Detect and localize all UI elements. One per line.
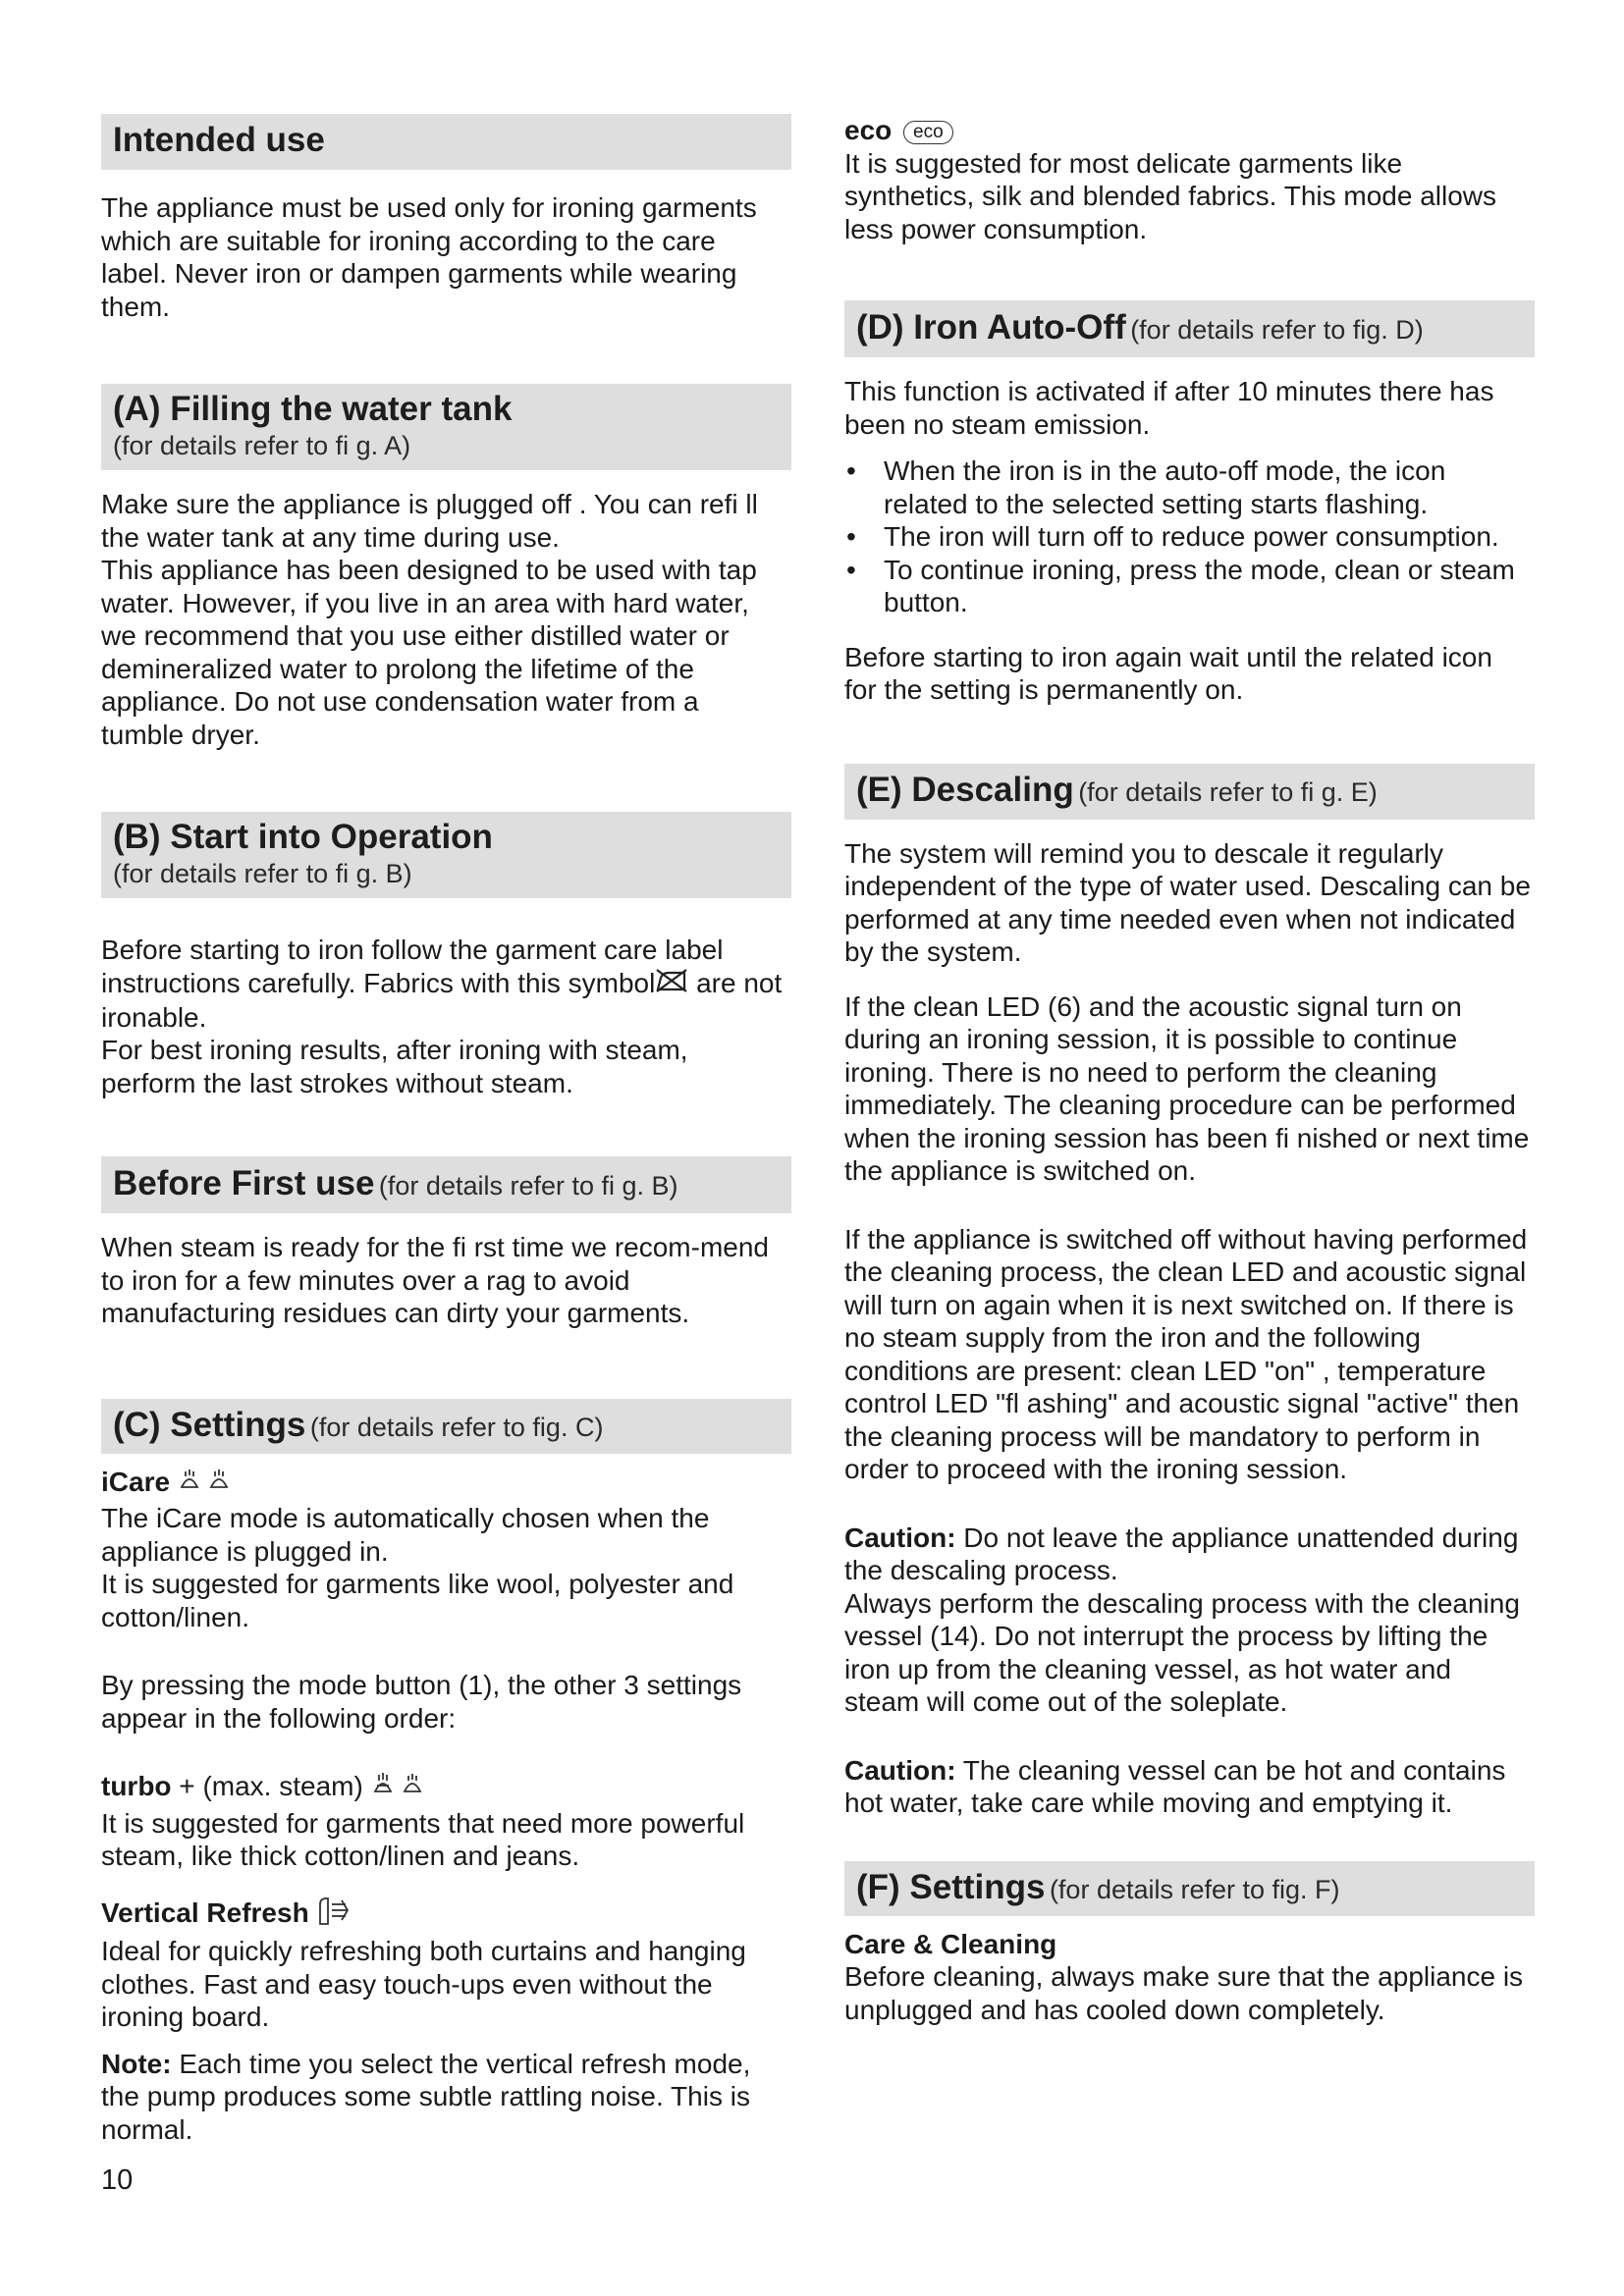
page-number: 10	[101, 2164, 134, 2196]
first-use-title: Before First use	[113, 1164, 375, 1203]
descaling-text-3: If the appliance is switched off without having performed the cleaning process, the clean LED and acoustic signal will turn on again when it is next switched on. If there is no steam supply from the iron and the following conditions are present: clean LED "on" , temperature control LED "fl ashing" and acoustic signal "active" then the cleaning process will be mandatory to perform in order to proceed with the ironing session.	[844, 1223, 1528, 1484]
filling-subtitle: (for details refer to fi g. A)	[113, 431, 411, 460]
start-text-2: For best ironing results, after ironing with steam, perform the last strokes without steam.	[101, 1035, 688, 1098]
descaling-text-1: The system will remind you to descale it regularly independent of the type of water used. Descaling can be performed at any time needed even when not indicated by the system.	[844, 837, 1531, 967]
bullet-dot: •	[846, 554, 856, 585]
caution-body-2: The cleaning vessel can be hot and contains hot water, take care while moving and emptying it.	[844, 1754, 1506, 1818]
start-title: (B) Start into Operation	[113, 818, 493, 856]
settings-f-heading	[844, 1861, 1535, 1916]
first-use-heading	[101, 1156, 791, 1213]
note-body: Each time you select the vertical refresh mode, the pump produces some subtle rattling noise. This is normal.	[101, 2048, 751, 2145]
turbo-label: turbo	[101, 1771, 172, 1802]
turbo-steam-icon	[371, 1770, 426, 1807]
caution-body-1: Do not leave the appliance unattended during the descaling process.	[844, 1522, 1519, 1585]
autooff-text-1: This function is activated if after 10 minutes there has been no steam emission.	[844, 376, 1494, 440]
caution-label: Caution:	[844, 1522, 956, 1553]
note-text	[101, 2048, 788, 2147]
filling-title: (A) Filling the water tank	[113, 390, 513, 428]
first-use-text: When steam is ready for the fi rst time we recom-mend to iron for a few minutes over a rag to avoid manufacturing residues can dirty your garments.	[101, 1232, 769, 1329]
no-iron-icon	[655, 968, 688, 1001]
steam-drop-icon	[178, 1466, 233, 1503]
filling-text-2: This appliance has been designed to be used with tap water. However, if you live in an area with hard water, we recommend that you use either distilled water or demineralized water to prolong the lifetime of the appliance. Do not use condensation water from a tumble dryer.	[101, 555, 757, 750]
settings-c-heading	[101, 1399, 791, 1454]
note-label: Note:	[101, 2048, 172, 2079]
turbo-heading	[101, 1770, 788, 1807]
start-heading	[101, 812, 791, 898]
vertical-steam-icon	[316, 1895, 352, 1936]
autooff-heading	[844, 300, 1535, 357]
right-column	[844, 114, 1532, 2026]
settings-c-subtitle: (for details refer to fig. C)	[309, 1412, 604, 1442]
caution-text-2	[844, 1754, 1532, 1820]
caution-text-1b: Always perform the descaling process with the cleaning vessel (14). Do not interrupt the process by lifting the iron up from the cleaning vessel, as hot water and steam will come out of the soleplate.	[844, 1587, 1520, 1717]
left-column	[101, 114, 788, 2146]
bullet-dot: •	[846, 521, 856, 552]
intended-use-title: Intended use	[113, 121, 325, 159]
list-item	[844, 454, 1532, 520]
start-text-1a: Before starting to iron follow the garment care label instructions carefully. Fabrics with this symbol	[101, 934, 724, 998]
filling-heading	[101, 384, 791, 470]
autooff-title: (D) Iron Auto-Off	[856, 308, 1126, 347]
descaling-subtitle: (for details refer to fi g. E)	[1078, 776, 1378, 807]
caution-label: Caution:	[844, 1754, 956, 1786]
eco-heading	[844, 114, 1532, 147]
mode-text: By pressing the mode button (1), the other 3 settings appear in the following order:	[101, 1670, 742, 1734]
filling-text-1: Make sure the appliance is plugged off . You can refi ll the water tank at any time during use.	[101, 489, 758, 553]
icare-heading	[101, 1466, 788, 1503]
autooff-bullet-list	[844, 454, 1532, 619]
start-text-1	[101, 934, 788, 1034]
eco-badge: eco	[903, 121, 953, 144]
eco-label: eco	[844, 115, 893, 145]
descaling-title: (E) Descaling	[856, 770, 1074, 809]
vertical-text: Ideal for quickly refreshing both curtains and hanging clothes. Fast and easy touch-ups even without the ironing board.	[101, 1936, 746, 2033]
icare-text-2: It is suggested for garments like wool, polyester and cotton/linen.	[101, 1569, 734, 1632]
intended-use-text: The appliance must be used only for ironing garments which are suitable for ironing according to the care label. Never iron or dampen garments while wearing them.	[101, 192, 757, 322]
list-item	[844, 554, 1532, 619]
icare-label: iCare	[101, 1467, 171, 1497]
care-heading: Care & Cleaning	[844, 1928, 1057, 1959]
descaling-heading	[844, 764, 1535, 820]
bullet-text: When the iron is in the auto-off mode, the icon related to the selected setting starts flashing.	[884, 455, 1446, 519]
settings-f-subtitle: (for details refer to fig. F)	[1049, 1874, 1340, 1904]
descaling-text-2: If the clean LED (6) and the acoustic signal turn on during an ironing session, it is possible to continue ironing. There is no need to perform the cleaning immediately. The cleaning procedure can be performed when the ironing session has been fi nished or next time the appliance is switched on.	[844, 990, 1530, 1186]
vertical-heading	[101, 1895, 788, 1936]
list-item	[844, 520, 1532, 554]
icare-text-1: The iCare mode is automatically chosen when the appliance is plugged in.	[101, 1503, 710, 1567]
caution-text-1	[844, 1522, 1532, 1587]
bullet-text: To continue ironing, press the mode, clean or steam button.	[884, 554, 1515, 617]
start-text-1b: are not ironable.	[101, 967, 783, 1033]
settings-c-title: (C) Settings	[113, 1405, 306, 1444]
autooff-text-2: Before starting to iron again wait until the related icon for the setting is permanently on.	[844, 641, 1492, 705]
turbo-text: It is suggested for garments that need more powerful steam, like thick cotton/linen and jeans.	[101, 1807, 745, 1872]
care-text: Before cleaning, always make sure that the appliance is unplugged and has cooled down completely.	[844, 1961, 1524, 2025]
intended-use-heading	[101, 114, 791, 170]
start-subtitle: (for details refer to fi g. B)	[113, 859, 412, 888]
settings-f-title: (F) Settings	[856, 1867, 1046, 1906]
vertical-label: Vertical Refresh	[101, 1897, 309, 1928]
autooff-subtitle: (for details refer to fig. D)	[1130, 315, 1424, 345]
first-use-subtitle: (for details refer to fi g. B)	[378, 1171, 678, 1201]
bullet-dot: •	[846, 455, 856, 486]
eco-text: It is suggested for most delicate garments like synthetics, silk and blended fabrics. This mode allows less power consumption.	[844, 147, 1497, 244]
turbo-extra: + (max. steam)	[171, 1771, 363, 1802]
bullet-text: The iron will turn off to reduce power consumption.	[884, 521, 1499, 552]
